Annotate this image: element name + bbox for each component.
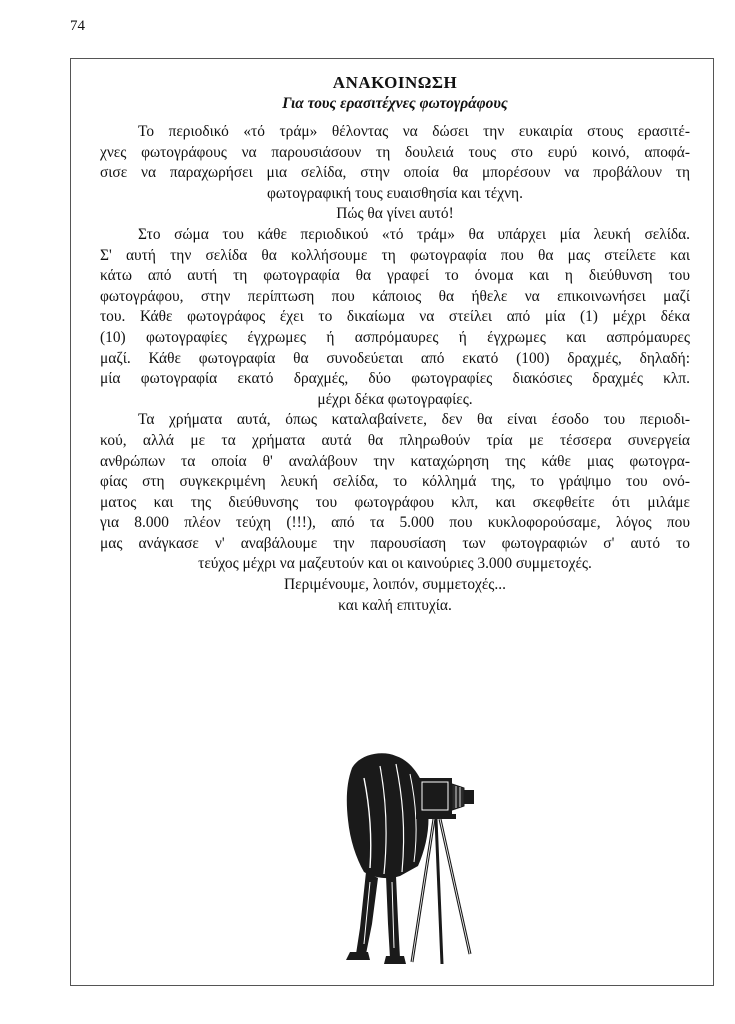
text-line: Το περιοδικό «τό τράμ» θέλοντας να δώσει την ευκαιρία στους ερασιτέ- bbox=[138, 123, 690, 140]
text-line: μαζί. Κάθε φωτογραφία θα συνοδεύεται από εκατό (100) δραχμές, δηλαδή: bbox=[100, 349, 690, 367]
question-line: Πώς θα γίνει αυτό! bbox=[336, 205, 454, 223]
announcement-subtitle: Για τους ερασιτέχνες φωτογράφους bbox=[282, 95, 508, 112]
announcement-title: ΑΝΑΚΟΙΝΩΣΗ bbox=[332, 73, 458, 92]
text-line: ανθρώπων τα οποία θ' αναλάβουν την καταχώρηση της κάθε μιας φωτογρα- bbox=[100, 452, 690, 470]
paragraph-how bbox=[100, 225, 690, 410]
closing-line-1: Περιμένουμε, λοιπόν, συμμετοχές... bbox=[284, 576, 506, 594]
closing-line-2: και καλή επιτυχία. bbox=[338, 596, 452, 614]
photographer-with-tripod-camera-icon bbox=[330, 748, 480, 970]
announcement-content bbox=[100, 72, 690, 616]
text-line: μας ανάγκασε ν' αναβάλουμε την παρουσίαση των φωτογραφιών σ' αυτό το bbox=[100, 534, 690, 552]
paragraph-intro bbox=[100, 122, 690, 204]
text-line: μέχρι δέκα φωτογραφίες. bbox=[317, 390, 473, 408]
text-line: Τα χρήματα αυτά, όπως καταλαβαίνετε, δεν θα είναι έσοδο του περιοδι- bbox=[138, 411, 690, 429]
text-line: φωτογράφου, στην περίπτωση που κάποιος θα ήθελε να επικοινωνήσει μαζί bbox=[100, 287, 690, 305]
text-line: φωτογραφική τους ευαισθησία και τέχνη. bbox=[267, 184, 523, 202]
text-line: κού, αλλά με τα χρήματα αυτά θα πληρωθούν τρία με τέσσερα συνεργεία bbox=[100, 431, 690, 449]
text-line: (10) φωτογραφίες έγχρωμες ή ασπρόμαυρες ή έγχρωμες και ασπρόμαυρες bbox=[100, 328, 690, 346]
text-line: Στο σώμα του κάθε περιοδικού «τό τράμ» θα υπάρχει μία λευκή σελίδα. bbox=[138, 225, 690, 243]
page-number: 74 bbox=[70, 18, 85, 34]
text-line: Σ' αυτή την σελίδα θα κολλήσουμε τη φωτογραφία που θα μας στείλετε και bbox=[100, 246, 690, 264]
text-line: φίας στη συγκεκριμένη λευκή σελίδα, το κόλλημά της, το γράψιμο του ονό- bbox=[100, 473, 690, 491]
text-line: για 8.000 πλέον τεύχη (!!!), από τα 5.000 που κυκλοφορούσαμε, λόγος που bbox=[100, 514, 690, 532]
text-line: του. Κάθε φωτογράφος έχει το δικαίωμα να στείλει από μία (1) μέχρι δέκα bbox=[100, 308, 690, 326]
text-line: σισε να παραχωρήσει μια σελίδα, στην οποία θα μπορέσουν να προβάλουν τη bbox=[100, 164, 690, 182]
paragraph-money bbox=[100, 410, 690, 575]
text-line: ματος και της διεύθυνσης του φωτογράφου κλπ, και σκεφθείτε ότι μιλάμε bbox=[100, 493, 690, 511]
text-line: τεύχος μέχρι να μαζευτούν και οι καινούριες 3.000 συμμετοχές. bbox=[198, 555, 592, 573]
text-line: μία φωτογραφία εκατό δραχμές, δύο φωτογραφίες διακόσιες δραχμές κλπ. bbox=[100, 370, 690, 388]
text-line: κάτω από αυτή τη φωτογραφία θα γραφεί το όνομα και η διεύθυνση του bbox=[100, 267, 690, 285]
text-line: χνες φωτογράφους να παρουσιάσουν τη δουλειά τους στο ευρύ κοινό, αποφά- bbox=[100, 143, 690, 161]
